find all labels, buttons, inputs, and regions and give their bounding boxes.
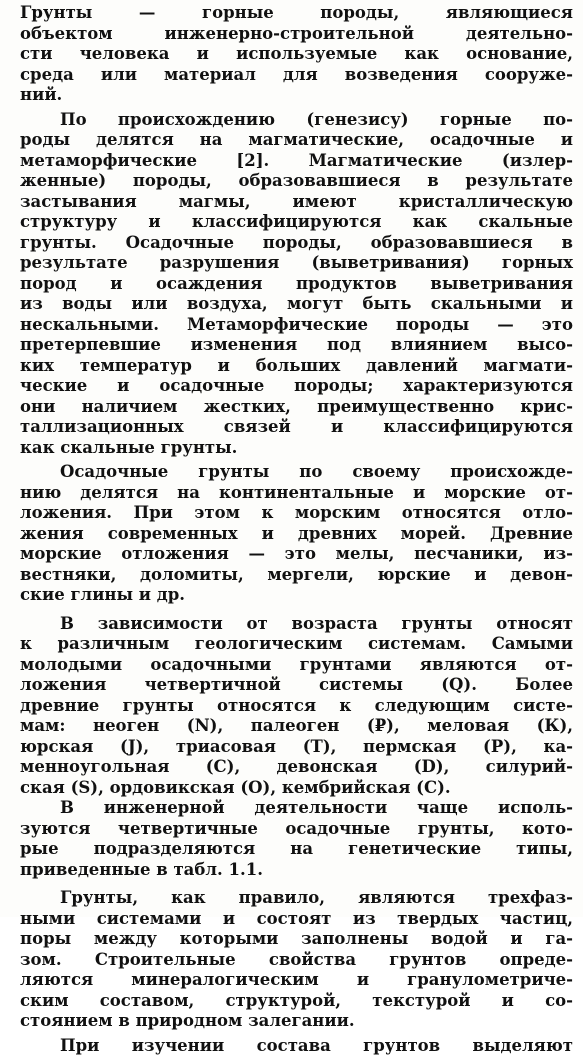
text-line: ческие и осадочные породы; характеризуются (20, 376, 573, 397)
paragraph-age (20, 614, 573, 799)
text-line: молодыми осадочными грунтами являются от- (20, 655, 573, 676)
text-line: жения современных и древних морей. Древние (20, 524, 573, 545)
text-line: зом. Строительные свойства грунтов опреде- (20, 950, 573, 971)
text-line: менноугольная (С), девонская (D), силурий- (20, 757, 573, 778)
text-line: нескальными. Метаморфические породы — это (20, 315, 573, 336)
text-line: роды делятся на магматические, осадочные и (20, 130, 573, 151)
text-line: морские отложения — это мелы, песчаники, из- (20, 544, 573, 565)
text-line: вестняки, доломиты, мергели, юрские и девон- (20, 565, 573, 586)
text-line: зуются четвертичные осадочные грунты, кото- (20, 819, 573, 840)
text-line: стоянием в природном залегании. (20, 1011, 573, 1032)
text-line: юрская (J), триасовая (Т), пермская (Р), ка- (20, 737, 573, 758)
text-line: сти человека и используемые как основание, (20, 44, 573, 65)
text-line: претерпевшие изменения под влиянием высо- (20, 335, 573, 356)
text-line: приведенные в табл. 1.1. (20, 860, 573, 881)
text-line: результате разрушения (выветривания) горных (20, 253, 573, 274)
text-line: метаморфические [2]. Магматические (излер- (20, 151, 573, 172)
text-line: ний. (20, 85, 573, 106)
text-line: ложения. При этом к морским относятся отло- (20, 503, 573, 524)
text-line: В инженерной деятельности чаще исполь- (20, 798, 573, 819)
text-line: таллизационных связей и классифицируются (20, 417, 573, 438)
text-line: Осадочные грунты по своему происхожде- (20, 462, 573, 483)
text-line: Грунты, как правило, являются трехфаз- (20, 888, 573, 909)
text-line: пород и осаждения продуктов выветривания (20, 274, 573, 295)
paragraph-origin (20, 110, 573, 459)
text-line: объектом инженерно-строительной деятельно- (20, 24, 573, 45)
paragraph-phases (20, 888, 573, 1032)
text-line: поры между которыми заполнены водой и га- (20, 929, 573, 950)
text-line: При изучении состава грунтов выделяют (20, 1036, 573, 1056)
text-line: По происхождению (генезису) горные по- (20, 110, 573, 131)
text-line: к различным геологическим системам. Самыми (20, 634, 573, 655)
text-line: структуру и классифицируются как скальные (20, 212, 573, 233)
paragraph-definition (20, 3, 573, 106)
text-line: среда или материал для возведения сооруже- (20, 65, 573, 86)
text-line: ложения четвертичной системы (Q). Более (20, 675, 573, 696)
text-line: застывания магмы, имеют кристаллическую (20, 192, 573, 213)
text-line: ским составом, структурой, текстурой и со- (20, 991, 573, 1012)
text-line: древние грунты относятся к следующим систе- (20, 696, 573, 717)
text-line: Грунты — горные породы, являющиеся (20, 3, 573, 24)
text-line: нию делятся на континентальные и морские от- (20, 483, 573, 504)
text-line: мам: неоген (N), палеоген (₽), меловая (К), (20, 716, 573, 737)
text-line: ких температур и больших давлений магмати- (20, 356, 573, 377)
text-line: женные) породы, образовавшиеся в результате (20, 171, 573, 192)
paragraph-sedimentary (20, 462, 573, 606)
text-line: ская (S), ордовикская (О), кембрийская (С). (20, 778, 573, 799)
text-line: В зависимости от возраста грунты относят (20, 614, 573, 635)
text-line: ляются минералогическим и гранулометриче- (20, 970, 573, 991)
text-line: они наличием жестких, преимущественно крис- (20, 397, 573, 418)
paragraph-composition (20, 1036, 573, 1056)
text-line: грунты. Осадочные породы, образовавшиеся в (20, 233, 573, 254)
text-line: ские глины и др. (20, 585, 573, 606)
text-line: рые подразделяются на генетические типы, (20, 839, 573, 860)
text-line: из воды или воздуха, могут быть скальными и (20, 294, 573, 315)
text-line: как скальные грунты. (20, 438, 573, 459)
paragraph-engineering (20, 798, 573, 880)
text-line: ными системами и состоят из твердых частиц, (20, 909, 573, 930)
